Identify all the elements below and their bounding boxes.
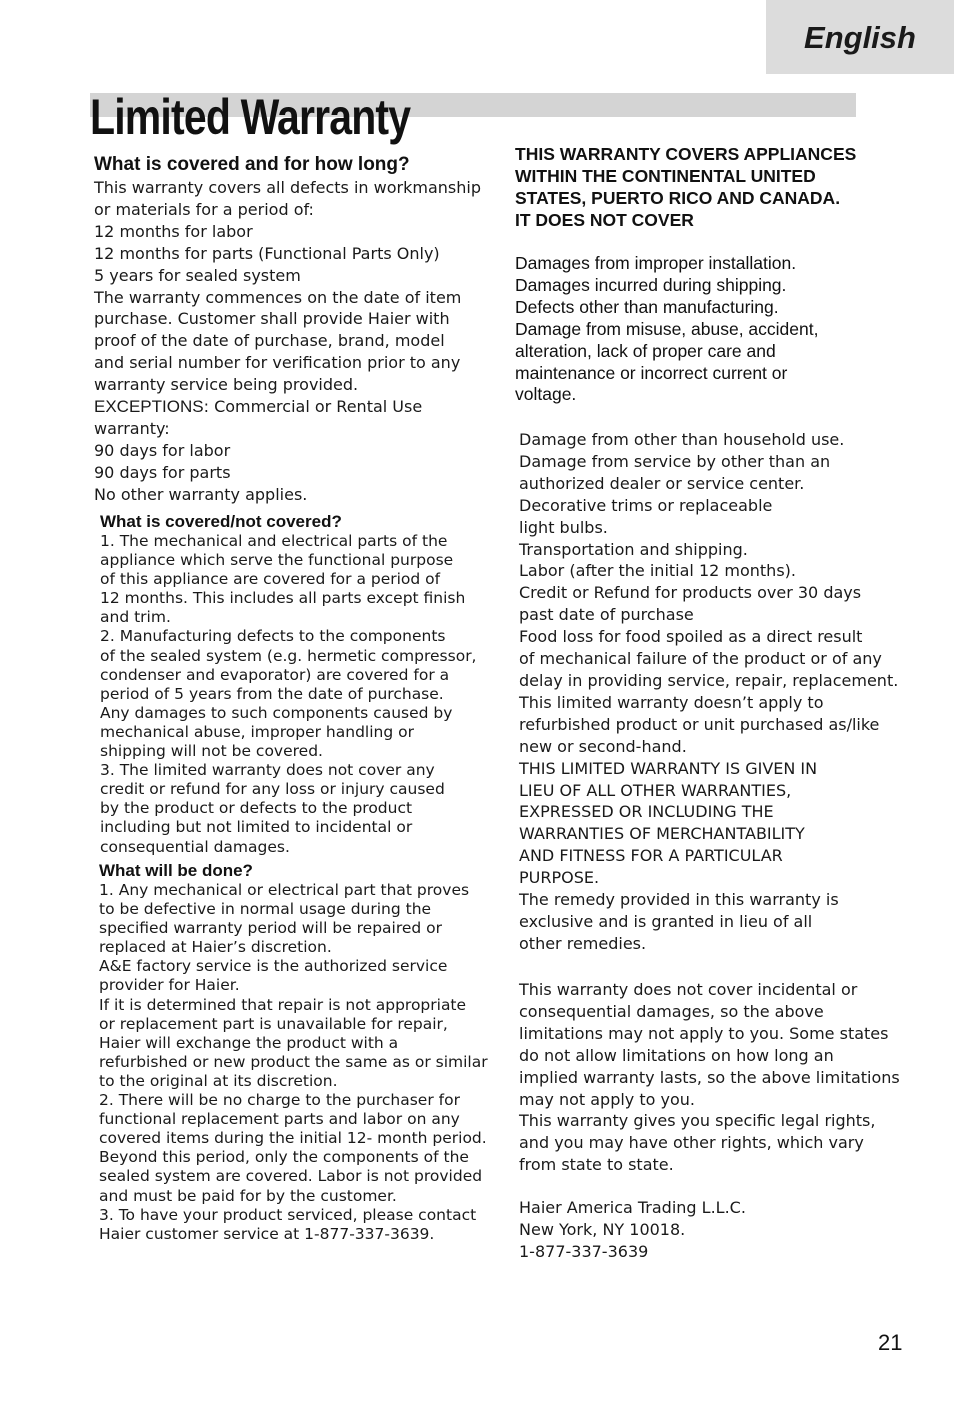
not-cover-line: Damages from improper installation. <box>515 253 797 273</box>
exceptions-detail: 90 days for labor <box>94 440 231 460</box>
exceptions-text: : Commercial or Rental Use <box>203 397 423 417</box>
coverage-line: warranty service being provided. <box>94 375 359 395</box>
done-line: covered items during the initial 12- month period. <box>99 1129 487 1148</box>
not-cover-line: Damage from misuse, abuse, accident, <box>515 318 819 339</box>
done-line: functional replacement parts and labor on any <box>99 1110 460 1129</box>
covered-line: mechanical abuse, improper handling or <box>100 722 414 741</box>
covered-line: condenser and evaporator) are covered for a <box>100 665 450 684</box>
done-line: to the original at its discretion. <box>99 1071 338 1090</box>
not-cover-list <box>515 253 915 406</box>
coverage-line: 5 years for sealed system <box>94 265 301 285</box>
legal-line: limitations may not apply to you. Some states <box>519 1023 889 1043</box>
page-title: Limited Warranty <box>90 89 411 145</box>
exclusion-line: Labor (after the initial 12 months). <box>519 561 796 581</box>
done-section <box>99 861 499 1244</box>
not-cover-heading <box>515 143 915 231</box>
done-line: to be defective in normal usage during the <box>99 900 432 919</box>
not-cover-section <box>515 143 915 406</box>
exclusion-line: past date of purchase <box>519 605 694 625</box>
done-line: Beyond this period, only the components of the <box>99 1148 469 1167</box>
done-line: or replacement part is unavailable for repair, <box>99 1014 448 1033</box>
exceptions-line <box>94 396 494 418</box>
covered-line: credit or refund for any loss or injury caused <box>100 780 445 799</box>
exclusion-line: PURPOSE. <box>519 868 600 888</box>
company-name: Haier America Trading L.L.C. <box>519 1198 746 1217</box>
exclusion-line: refurbished product or unit purchased as/like <box>519 714 880 734</box>
exclusion-line: Food loss for food spoiled as a direct result <box>519 627 863 647</box>
exclusion-line: exclusive and is granted in lieu of all <box>519 911 813 931</box>
covered-line: by the product or defects to the product <box>100 799 413 818</box>
not-cover-line: maintenance or incorrect current or <box>515 362 788 383</box>
done-line: 2. There will be no charge to the purchaser for <box>99 1091 460 1110</box>
exclusion-line: WARRANTIES OF MERCHANTABILITY <box>519 824 805 844</box>
other-exclusions-section <box>519 429 939 955</box>
exclusion-line: This limited warranty doesn’t apply to <box>519 692 824 712</box>
exclusion-line: delay in providing service, repair, replacement. <box>519 670 899 690</box>
done-line: and must be paid for by the customer. <box>99 1186 397 1205</box>
exclusion-line: authorized dealer or service center. <box>519 473 805 493</box>
exceptions-label: EXCEPTIONS <box>94 397 204 417</box>
coverage-line: The warranty commences on the date of item <box>94 287 462 307</box>
exclusion-line: AND FITNESS FOR A PARTICULAR <box>519 846 783 866</box>
exclusion-line: Decorative trims or replaceable <box>519 495 773 515</box>
not-cover-heading-line: STATES, PUERTO RICO AND CANADA. <box>515 188 841 208</box>
covered-line: Any damages to such components caused by <box>100 703 453 722</box>
covered-line: appliance which serve the functional purpose <box>100 551 454 570</box>
legal-line: and you may have other rights, which vary <box>519 1133 864 1153</box>
coverage-line: proof of the date of purchase, brand, model <box>94 331 445 351</box>
coverage-line: and serial number for verification prior to any <box>94 353 461 373</box>
legal-line: This warranty gives you specific legal rights, <box>519 1111 876 1131</box>
legal-line: This warranty does not cover incidental or <box>519 980 858 999</box>
done-line: 1. Any mechanical or electrical part that proves <box>99 881 470 899</box>
covered-line: 3. The limited warranty does not cover any <box>100 761 435 780</box>
page-number: 21 <box>878 1330 903 1355</box>
not-cover-heading-line: WITHIN THE CONTINENTAL UNITED <box>515 166 816 186</box>
exclusion-line: Damage from other than household use. <box>519 430 845 449</box>
address-body <box>519 1197 919 1263</box>
exclusion-line: Credit or Refund for products over 30 days <box>519 583 862 603</box>
done-line: replaced at Haier’s discretion. <box>99 938 332 957</box>
exclusion-line: Damage from service by other than an <box>519 451 831 471</box>
coverage-line: This warranty covers all defects in workmanship <box>94 178 481 197</box>
covered-section <box>100 512 500 857</box>
other-exclusions-body <box>519 429 939 955</box>
legal-line: implied warranty lasts, so the above limitations <box>519 1067 900 1087</box>
not-cover-line: voltage. <box>515 384 577 405</box>
covered-line: 2. Manufacturing defects to the components <box>100 627 446 646</box>
coverage-line: or materials for a period of: <box>94 199 314 219</box>
covered-line: 1. The mechanical and electrical parts of the <box>100 532 448 550</box>
exclusion-line: THIS LIMITED WARRANTY IS GIVEN IN <box>519 758 818 778</box>
exceptions-detail: warranty: <box>94 418 170 438</box>
covered-line: and trim. <box>100 608 171 627</box>
done-line: sealed system are covered. Labor is not provided <box>99 1167 483 1186</box>
covered-line: of this appliance are covered for a period of <box>100 570 441 589</box>
legal-section <box>519 979 939 1176</box>
company-city: New York, NY 10018. <box>519 1219 686 1239</box>
not-cover-line: alteration, lack of proper care and <box>515 340 776 361</box>
covered-line: of the sealed system (e.g. hermetic compressor, <box>100 646 477 665</box>
covered-line: shipping will not be covered. <box>100 742 323 761</box>
done-line: provider for Haier. <box>99 976 240 995</box>
exclusion-line: EXPRESSED OR INCLUDING THE <box>519 802 774 822</box>
covered-line: 12 months. This includes all parts except finish <box>100 589 466 608</box>
coverage-body <box>94 177 494 506</box>
language-tab: English <box>766 0 954 74</box>
done-line: A&E factory service is the authorized service <box>99 957 448 976</box>
not-cover-heading-line: THIS WARRANTY COVERS APPLIANCES <box>515 144 857 164</box>
company-phone: 1-877-337-3639 <box>519 1241 649 1261</box>
not-cover-line: Defects other than manufacturing. <box>515 296 779 317</box>
exclusion-line: of mechanical failure of the product or of any <box>519 649 882 669</box>
exclusion-line: new or second-hand. <box>519 736 687 756</box>
exclusion-line: other remedies. <box>519 933 647 953</box>
exceptions-detail: 90 days for parts <box>94 462 231 482</box>
coverage-heading: What is covered and for how long? <box>94 154 410 175</box>
covered-heading: What is covered/not covered? <box>100 512 342 531</box>
exclusion-line: The remedy provided in this warranty is <box>519 890 839 910</box>
coverage-section <box>94 153 494 506</box>
legal-line: may not apply to you. <box>519 1089 695 1109</box>
done-line: 3. To have your product serviced, please contact <box>99 1205 477 1224</box>
done-body <box>99 881 499 1244</box>
not-cover-heading-line: IT DOES NOT COVER <box>515 210 694 230</box>
done-line: Haier customer service at 1-877-337-3639. <box>99 1224 435 1243</box>
legal-line: consequential damages, so the above <box>519 1001 824 1021</box>
exclusion-line: LIEU OF ALL OTHER WARRANTIES, <box>519 780 792 800</box>
legal-body <box>519 979 939 1176</box>
done-heading: What will be done? <box>99 861 253 880</box>
legal-line: from state to state. <box>519 1155 674 1175</box>
covered-line: consequential damages. <box>100 837 290 856</box>
exclusion-line: Transportation and shipping. <box>519 539 748 559</box>
done-line: Haier will exchange the product with a <box>99 1033 399 1052</box>
exclusion-line: light bulbs. <box>519 517 608 537</box>
done-line: specified warranty period will be repaired or <box>99 919 443 938</box>
done-line: refurbished or new product the same as or similar <box>99 1052 488 1071</box>
not-cover-line: Damages incurred during shipping. <box>515 274 787 295</box>
coverage-line: 12 months for parts (Functional Parts Only) <box>94 243 440 263</box>
coverage-line: 12 months for labor <box>94 221 253 241</box>
exceptions-detail: No other warranty applies. <box>94 484 308 504</box>
legal-line: do not allow limitations on how long an <box>519 1045 834 1065</box>
address-section <box>519 1197 919 1263</box>
done-line: If it is determined that repair is not appropriate <box>99 995 467 1014</box>
covered-line: including but not limited to incidental or <box>100 818 413 837</box>
covered-body <box>100 532 500 857</box>
coverage-line: purchase. Customer shall provide Haier with <box>94 309 450 329</box>
covered-line: period of 5 years from the date of purchase. <box>100 684 444 703</box>
